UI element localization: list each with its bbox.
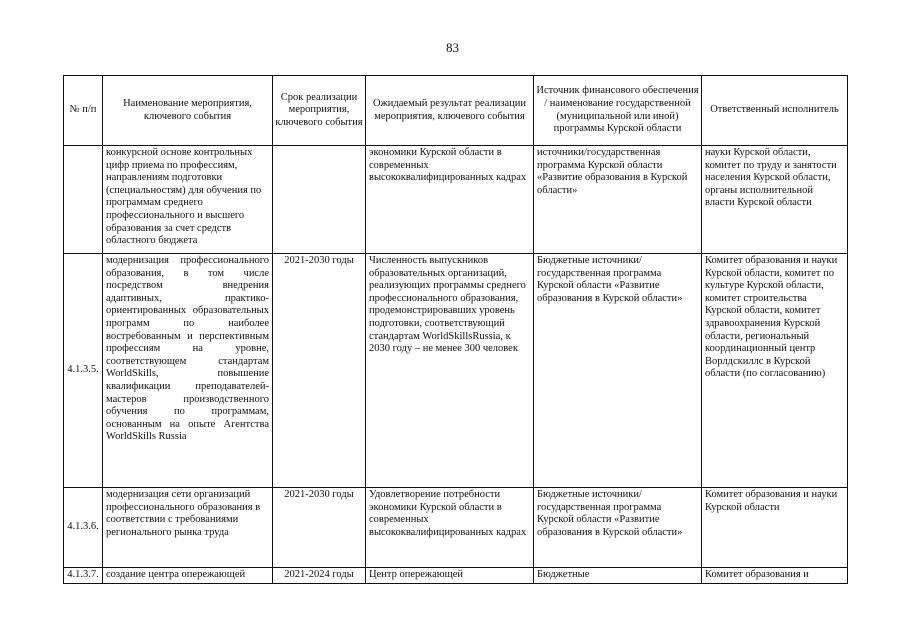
row-responsible: науки Курской области, комитет по труду и занятости населения Курской области, органы исполнительной власти Курской области [702, 146, 848, 254]
header-source: Источник финансового обеспечения / наименование государственной (муниципальной или иной) программы Курской области [534, 76, 702, 146]
header-num: № п/п [64, 76, 103, 146]
table-header-row [64, 76, 848, 146]
page-number: 83 [446, 40, 459, 55]
header-period: Срок реализации мероприятия, ключевого события [273, 76, 366, 146]
table-row [64, 488, 848, 568]
row-num: 4.1.3.6. [64, 488, 103, 568]
row-name: конкурсной основе контрольных цифр приема по профессиям, направлениям подготовки (специальностям) для обучения по программам среднего профессионального и высшего образования за счет средств областного бюджета [103, 146, 273, 254]
row-period: 2021-2030 годы [273, 488, 366, 568]
row-responsible: Комитет образования и науки Курской области [702, 488, 848, 568]
row-responsible: Комитет образования и [702, 568, 848, 584]
row-period: 2021-2030 годы [273, 254, 366, 488]
action-plan-table [63, 75, 848, 584]
row-result: Центр опережающей [366, 568, 534, 584]
row-result: Численность выпускников образовательных организаций, реализующих программы среднего профессионального образования, продемонстрировавших уровень подготовки, соответствующий стандартам WorldSkillsRussia, к 2030 году – не менее 300 человек [366, 254, 534, 488]
header-name: Наименование мероприятия, ключевого события [103, 76, 273, 146]
row-name: модернизация профессионального образования, в том числе посредством внедрения адаптивных, практико-ориентированных образовательных программ по наиболее востребованным и перспективным профессиям на уровне, соответствующем стандартам WorldSkills, повышение квалификации преподавателей-мастеров производственного обучения по программам, основанным на опыте Агентства WorldSkills Russia [103, 254, 273, 488]
table-row [64, 254, 848, 488]
row-period: 2021-2024 годы [273, 568, 366, 584]
row-source: Бюджетные источники/государственная программа Курской области «Развитие образования в Курской области» [534, 254, 702, 488]
row-name: создание центра опережающей [103, 568, 273, 584]
table-row [64, 146, 848, 254]
table-row [64, 568, 848, 584]
header-result: Ожидаемый результат реализации мероприятия, ключевого события [366, 76, 534, 146]
row-num [64, 146, 103, 254]
row-num: 4.1.3.7. [64, 568, 103, 584]
row-num: 4.1.3.5. [64, 254, 103, 488]
row-source: источники/государственная программа Курской области «Развитие образования в Курской области» [534, 146, 702, 254]
header-responsible: Ответственный исполнитель [702, 76, 848, 146]
row-name: модернизация сети организаций профессионального образования в соответствии с требованиями регионального рынка труда [103, 488, 273, 568]
row-source: Бюджетные [534, 568, 702, 584]
row-responsible: Комитет образования и науки Курской области, комитет по культуре Курской области, комитет строительства Курской области, комитет здравоохранения Курской области, региональный координационный центр Ворлдскиллс в Курской области (по согласованию) [702, 254, 848, 488]
row-result: экономики Курской области в современных высококвалифицированных кадрах [366, 146, 534, 254]
row-result: Удовлетворение потребности экономики Курской области в современных высококвалифицированных кадрах [366, 488, 534, 568]
row-source: Бюджетные источники/государственная программа Курской области «Развитие образования в Курской области» [534, 488, 702, 568]
row-period [273, 146, 366, 254]
